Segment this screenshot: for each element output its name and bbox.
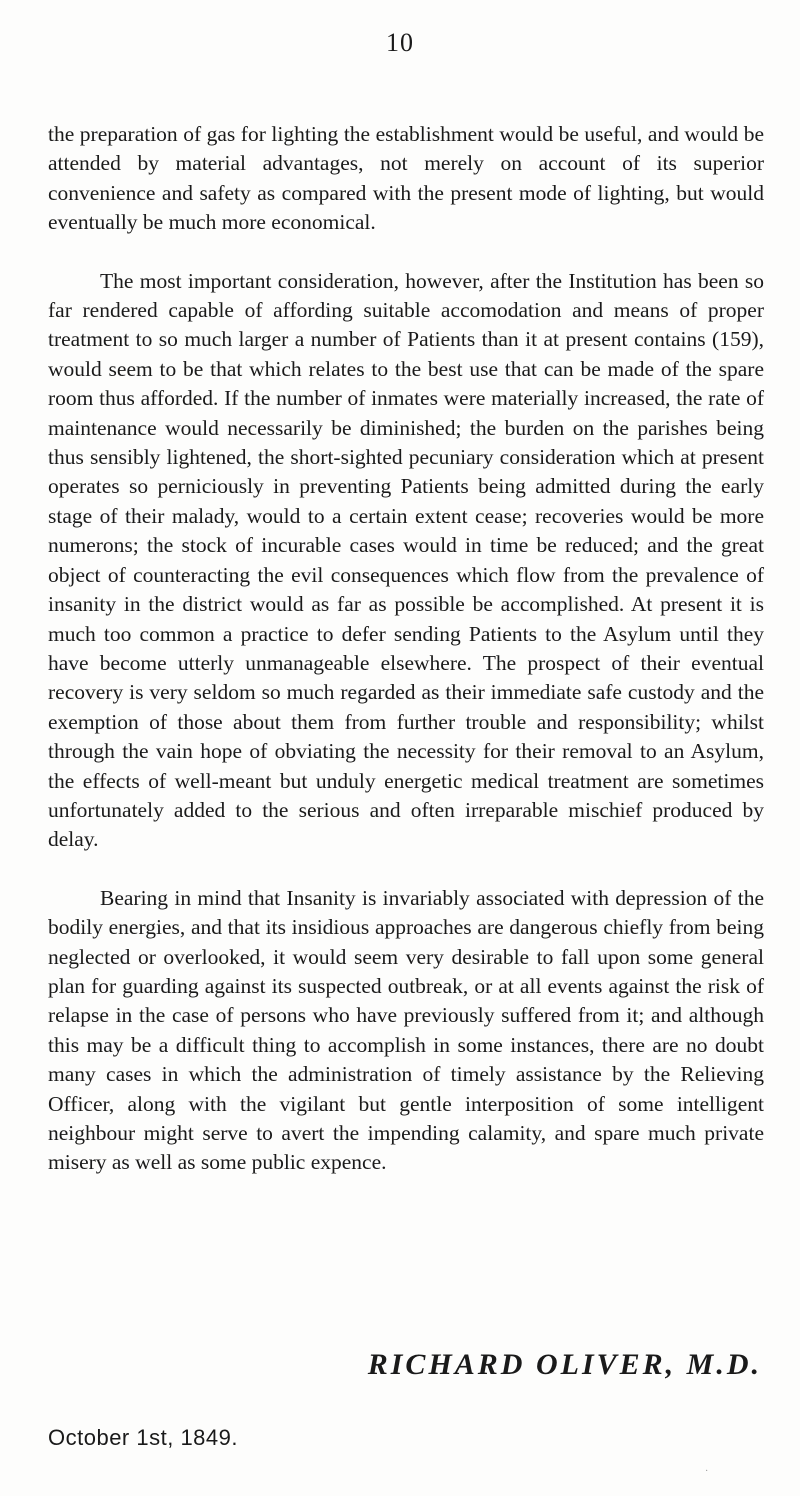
paragraph-insanity-prevention: Bearing in mind that Insanity is invariably associated with depression of the bodily energies, and that its insidious approaches are dangerous chiefly from being neglected or overlooked, it would seem very desirable to fall upon some general plan for guarding against its suspected outbreak, or at all events against the risk of relapse in the case of persons who have previously suffered from it; and although this may be a difficult thing to accomplish in some instances, there are no doubt many cases in which the administration of timely assistance by the Relieving Officer, along with the vigilant but gentle interposition of some intelligent neighbour might serve to avert the impending calamity, and spare much private misery as well as some public expence. [48, 885, 764, 1175]
paragraph-consideration: The most important consideration, however, after the Institution has been so far rendered capable of affording suitable accomodation and means of proper treatment to so much larger a number of Patients than it at present contains (159), would seem to be that which relates to the best use that can be made of the spare room thus afforded. If the number of inmates were materially increased, the rate of maintenance would necessarily be diminished; the burden on the parishes being thus sensibly lightened, the short-sighted pecuniary consideration which at present operates so perniciously in preventing Patients being admitted during the early stage of their malady, would to a certain extent cease; recoveries would be more numerons; the stock of incurable cases would in time be reduced; and the great object of counteracting the evil consequences which flow from the prevalence of insanity in the district would as far as possible be accomplished. At present it is much too common a practice to defer sending Patients to the Asylum until they have become utterly unmanageable elsewhere. The prospect of their eventual recovery is very seldom so much regarded as their immediate safe custody and the exemption of those about them from further trouble and responsibility; whilst through the vain hope of obviating the necessity for their removal to an Asylum, the effects of well-meant but unduly energetic medical treatment are sometimes unfortunately added to the serious and often irreparable mischief produced by delay. [48, 268, 764, 852]
paragraph-continuation: the preparation of gas for lighting the establishment would be useful, and would be attended by material advantages, not merely on account of its superior convenience and safety as compared with the present mode of lighting, but would eventually be much more economical. [48, 122, 764, 235]
signature: RICHARD OLIVER, M.D. [367, 1348, 762, 1381]
ink-speck: · [705, 1466, 709, 1477]
page-number: 10 [386, 28, 414, 57]
body-text [48, 120, 764, 1178]
date-line: October 1st, 1849. [48, 1425, 238, 1450]
